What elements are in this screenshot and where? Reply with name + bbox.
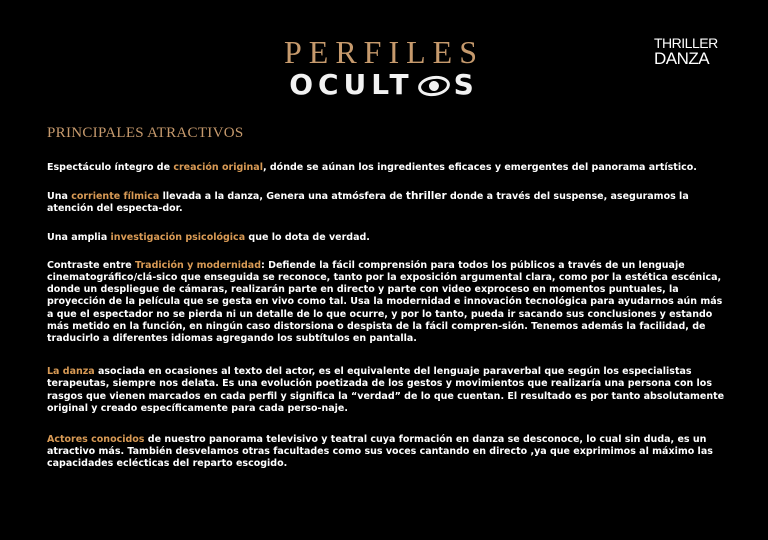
paragraph-psychological-research [47,232,727,244]
paragraph-text: de nuestro panorama televisivo y teatral cuya formación en danza se desconoce, lo cual sin duda, es un atractivo más. También desvelamos otras facultades como sus voces cantando en directo ,ya que exprimimos al máximo las capacidades eclécticas del reparto escogido. [47,434,713,470]
highlight-text: La danza [47,366,95,378]
corner-logo-line-1: THRILLER [654,35,718,51]
paragraph-known-actors [47,434,727,471]
highlight-text: Actores conocidos [47,434,145,446]
logo-line-2-start: OCULT [289,68,414,101]
eye-icon [416,74,450,98]
paragraph-text: Una [47,191,72,203]
paragraph-text: Contraste entre [47,259,136,271]
paragraph-text: , dónde se aúnan los ingredientes eficaces y emergentes del panorama artístico. [262,162,697,173]
highlight-text: creación original [173,162,263,173]
paragraph-text: llevada a la danza, Genera una atmósfera de [159,191,406,203]
paragraph-text: Una amplia [47,231,111,243]
thriller-danza-logo [654,36,724,68]
highlight-text: corriente fílmica [71,191,160,203]
paragraph-text: que lo dota de verdad. [245,231,370,243]
paragraph-dance [47,366,727,415]
highlight-text: investigación psicológica [110,231,246,243]
paragraph-text: : Defiende la fácil comprensión para todos los públicos a través de un lenguaje cinematográfico/clá-sico que enseguida se reconoce, tanto por la exposición argumental clara, como por la estética escénica, donde un despliegue de cámaras, realizarán parte en directo y parte con video exproceso en momentos puntuales, la proyección de la película que se gesta en vivo como tal. Usa la modernidad e innovación tecnológica para ayudarnos aún más a que el espectador no se pierda ni un detalle de lo que ocurre, y por lo tanto, pueda ir sacando sus conclusiones y estando más metido en la función, en ningún caso distorsiona o despista de la fácil compren-sión. Tenemos además la facilidad, de traducirlo a diferentes idiomas agregando los subtítulos en pantalla. [47,259,723,345]
highlight-text: Tradición y modernidad [135,259,261,271]
corner-logo-line-2: DANZA [654,49,710,68]
section-heading: PRINCIPALES ATRACTIVOS [47,125,244,141]
logo-line-1: PERFILES [283,34,485,70]
emphasis-text: thriller [405,190,447,203]
logo-line-2-end: S [453,68,479,101]
paragraph-tradition-modernity [47,260,727,345]
paragraph-text: donde a través del suspense, aseguramos la atención del especta-dor. [47,191,689,215]
perfiles-ocultos-logo [0,36,768,100]
logo-line-2 [0,70,768,100]
paragraph-film-current [47,190,727,215]
paragraph-original-creation [47,162,727,174]
attractions-list [47,162,727,471]
paragraph-text: asociada en ocasiones al texto del actor, es el equivalente del lenguaje paraverbal que según los especialistas terapeutas, siempre nos delata. Es una evolución poetizada de los gestos y movimientos que realizaría una persona con los rasgos que vienen marcados en cada perfil y significa la “verdad” de lo que cuentan. El resultado es por tanto absolutamente original y creado específicamente para cada perso-naje. [47,366,725,414]
paragraph-text: Espectáculo íntegro de [47,162,174,173]
